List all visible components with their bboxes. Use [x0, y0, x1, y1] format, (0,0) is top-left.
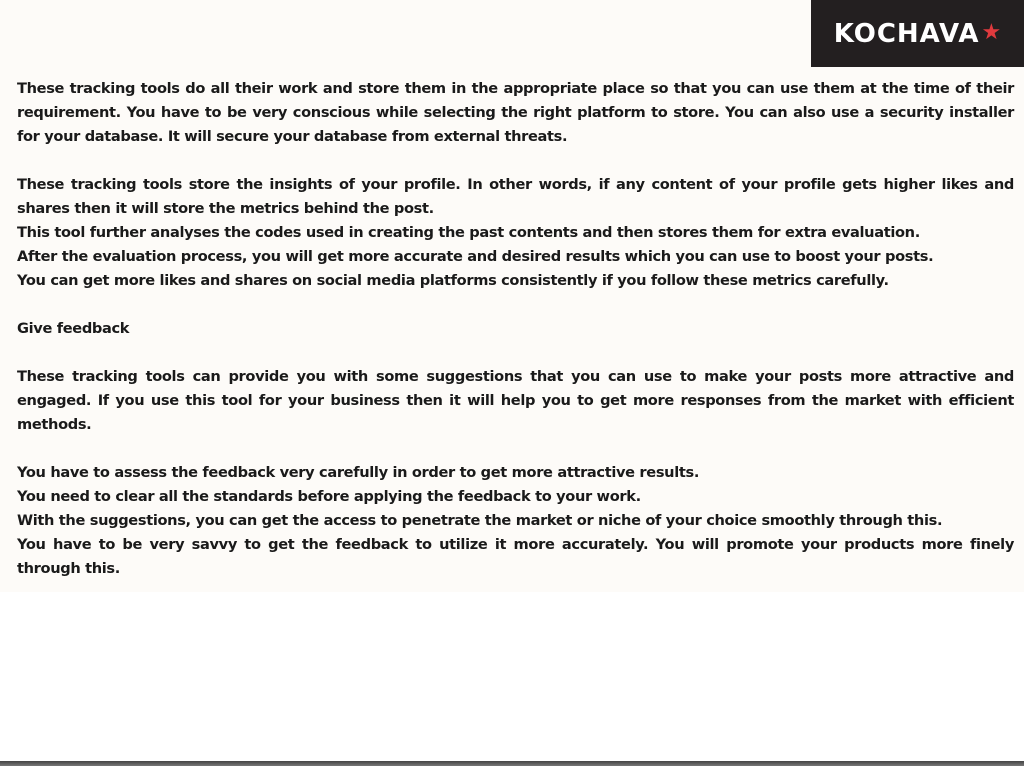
star-icon: ★ — [981, 20, 1002, 45]
paragraph-analysis: This tool further analyses the codes used in creating the past contents and then stores them for extra evaluation. — [17, 224, 920, 241]
spacer — [17, 149, 1014, 173]
bottom-rule — [0, 761, 1024, 766]
spacer — [17, 341, 1014, 365]
section-heading: Give feedback — [17, 320, 130, 337]
paragraph-assess: You have to assess the feedback very carefully in order to get more attractive results. — [17, 464, 700, 481]
paragraph-standards: You need to clear all the standards before applying the feedback to your work. — [17, 488, 641, 505]
kochava-logo — [811, 0, 1024, 67]
spacer — [17, 293, 1014, 317]
paragraph-suggestions: These tracking tools can provide you with some suggestions that you can use to make your posts more attractive and engaged. If you use this tool for your business then it will help you to get more responses from the market with efficient methods. — [17, 368, 1014, 433]
paragraph-savvy: You have to be very savvy to get the feedback to utilize it more accurately. You will promote your products more finely through this. — [17, 536, 1014, 577]
body-text — [17, 77, 1014, 581]
paragraph-evaluation: After the evaluation process, you will get more accurate and desired results which you can use to boost your posts. — [17, 248, 934, 265]
paragraph-likes: You can get more likes and shares on social media platforms consistently if you follow these metrics carefully. — [17, 272, 889, 289]
paragraph-storage: These tracking tools do all their work and store them in the appropriate place so that you can use them at the time of their requirement. You have to be very conscious while selecting the right platform to store. You can also use a security installer for your database. It will secure your database from external threats. — [17, 80, 1014, 145]
logo-text: KOCHAVA — [833, 18, 980, 49]
paragraph-market: With the suggestions, you can get the access to penetrate the market or niche of your choice smoothly through this. — [17, 512, 943, 529]
spacer — [17, 437, 1014, 461]
paragraph-insights: These tracking tools store the insights of your profile. In other words, if any content of your profile gets higher likes and shares then it will store the metrics behind the post. — [17, 176, 1014, 217]
